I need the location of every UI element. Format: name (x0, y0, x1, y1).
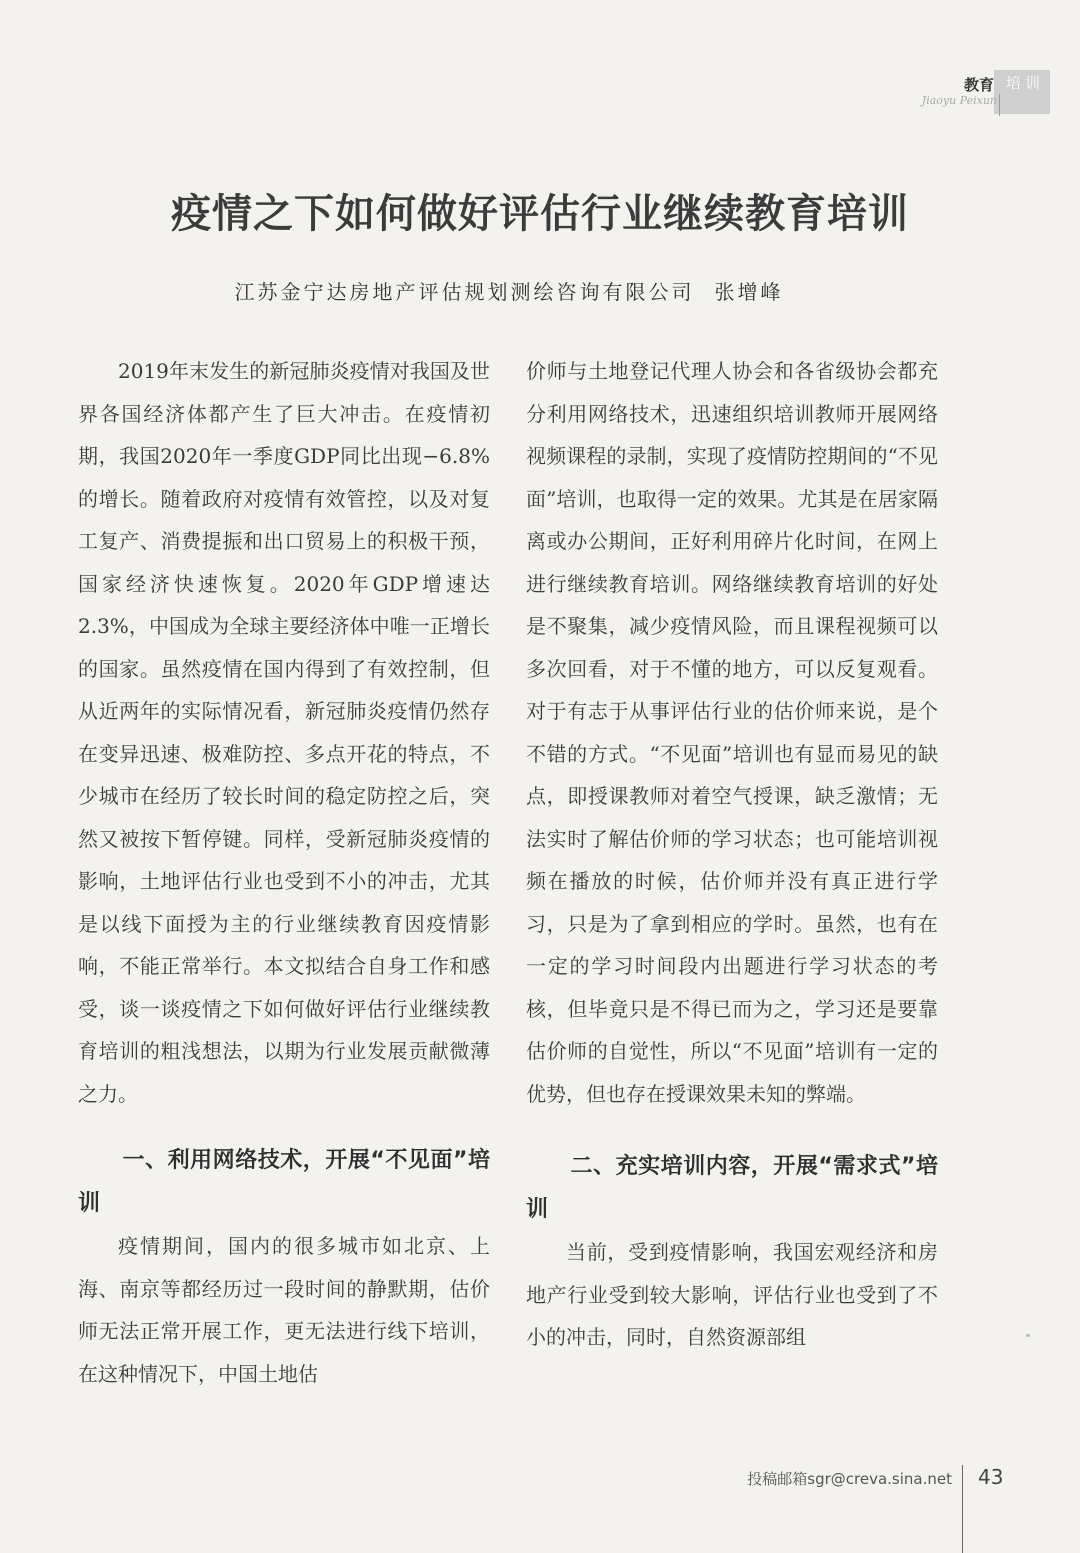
section-heading-2 (526, 1145, 938, 1231)
footer-divider (962, 1465, 963, 1553)
scan-speck (1026, 1334, 1030, 1337)
article-byline (0, 276, 1018, 305)
article-title: 疫情之下如何做好评估行业继续教育培训 (171, 191, 909, 237)
section-1-paragraph: 疫情期间，国内的很多城市如北京、上海、南京等都经历过一段时间的静默期，估价师无法正常开展工作，更无法进行线下培训，在这种情况下，中国土地估 (78, 1234, 490, 1386)
right-column (526, 350, 938, 1359)
section-tab-divider (999, 94, 1000, 116)
submission-email: 投稿邮箱sgr@creva.sina.net (747, 1470, 952, 1488)
section-heading-1-text: 一、利用网络技术，开展“不见面”培训 (78, 1148, 490, 1216)
section-1-continued-paragraph: 价师与土地登记代理人协会和各省级协会都充分利用网络技术，迅速组织培训教师开展网络视频课程的录制，实现了疫情防控期间的“不见面”培训，也取得一定的效果。尤其是在居家隔离或办公期间，正好利用碎片化时间，在网上进行继续教育培训。网络继续教育培训的好处是不聚集，减少疫情风险，而且课程视频可以多次回看，对于不懂的地方，可以反复观看。对于有志于从事评估行业的估价师来说，是个不错的方式。“不见面”培训也有显而易见的缺点，即授课教师对着空气授课，缺乏激情；无法实时了解估价师的学习状态；也可能培训视频在播放的时候，估价师并没有真正进行学习，只是为了拿到相应的学时。虽然，也有在一定的学习时间段内出题进行学习状态的考核，但毕竟只是不得已而为之，学习还是要靠估价师的自觉性，所以“不见面”培训有一定的优势，但也存在授课效果未知的弊端。 (526, 359, 938, 1106)
author-organization: 江苏金宁达房地产评估规划测绘咨询有限公司 (234, 280, 695, 304)
section-tab (920, 70, 1080, 114)
section-heading-2-text: 二、充实培训内容，开展“需求式”培训 (526, 1154, 938, 1222)
left-column (78, 350, 490, 1395)
page-number: 43 (978, 1465, 1004, 1489)
section-tab-subword: 培训 (1005, 74, 1044, 92)
intro-paragraph: 2019年末发生的新冠肺炎疫情对我国及世界各国经济体都产生了巨大冲击。在疫情初期，我国2020年一季度GDP同比出现−6.8%的增长。随着政府对疫情有效管控，以及对复工复产、消费提振和出口贸易上的积极干预，国家经济快速恢复。2020年GDP增速达2.3%，中国成为全球主要经济体中唯一正增长的国家。虽然疫情在国内得到了有效控制，但从近两年的实际情况看，新冠肺炎疫情仍然存在变异迅速、极难防控、多点开花的特点，不少城市在经历了较长时间的稳定防控之后，突然又被按下暂停键。同样，受新冠肺炎疫情的影响，土地评估行业也受到不小的冲击，尤其是以线下面授为主的行业继续教育因疫情影响，不能正常举行。本文拟结合自身工作和感受，谈一谈疫情之下如何做好评估行业继续教育培训的粗浅想法，以期为行业发展贡献微薄之力。 (78, 359, 490, 1106)
section-tab-word: 教育 (963, 76, 994, 94)
section-tab-pinyin: Jiaoyu Peixun (921, 94, 997, 107)
section-2-paragraph: 当前，受到疫情影响，我国宏观经济和房地产行业受到较大影响，评估行业也受到了不小的冲击，同时，自然资源部组 (526, 1240, 938, 1349)
section-heading-1 (78, 1139, 490, 1225)
author-name: 张增峰 (714, 280, 784, 304)
